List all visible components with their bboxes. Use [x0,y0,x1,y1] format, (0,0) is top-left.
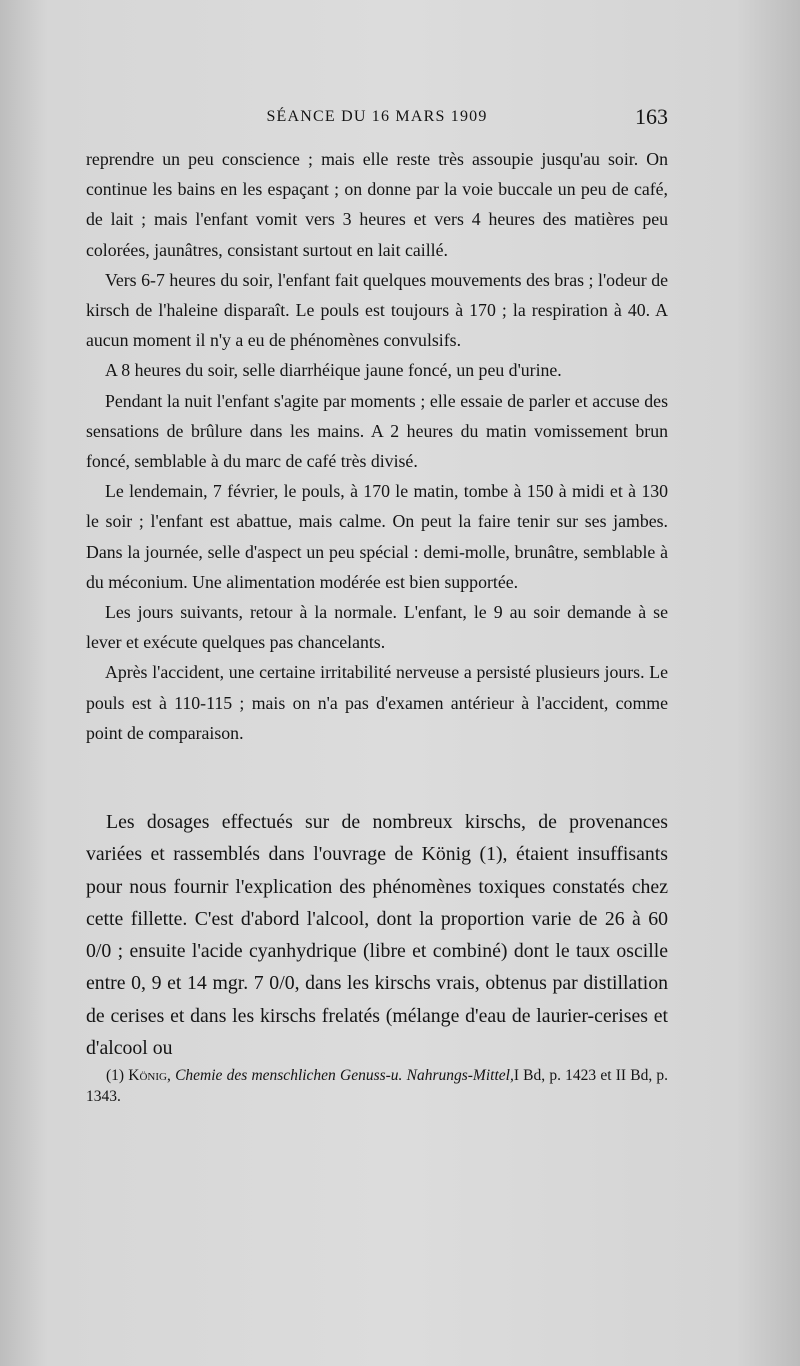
paragraph: Vers 6-7 heures du soir, l'enfant fait quelques mouvements des bras ; l'odeur de kirsch de l'haleine disparaît. Le pouls est toujours à 170 ; la respiration à 40. A aucun moment il n'y a eu de phénomènes convulsifs. [86,269,668,351]
footnote-reference: I Bd, p. 1423 et II Bd, p. 1343. [86,1067,669,1105]
paragraph: Les dosages effectués sur de nombreux kirschs, de provenances variées et rassemblés dans l'ouvrage de König (1), étaient insuffisants pour nous fournir l'explication des phénomènes toxiques constatés chez cette fillette. C'est d'abord l'alcool, dont la proportion varie de 26 à 60 0/0 ; ensuite l'acide cyanhydrique (libre et combiné) dont le taux oscille entre 0, 9 et 14 mgr. 7 0/0, dans les kirschs vrais, obtenus par distillation de cerises et dans les kirschs frelatés (mélange d'eau de laurier-cerises et d'alcool ou [86,811,668,1060]
page-number: 163 [635,104,668,129]
paragraph: Pendant la nuit l'enfant s'agite par moments ; elle essaie de parler et accuse des sensations de brûlure dans les mains. A 2 heures du matin vomissement brun foncé, semblable à du marc de café très divisé. [86,390,668,472]
paragraph: Le lendemain, 7 février, le pouls, à 170 le matin, tombe à 150 à midi et à 130 le soir ; l'enfant est abattue, mais calme. On peut la faire tenir sur ses jambes. Dans la journée, selle d'aspect un peu spécial : demi-molle, brunâtre, semblable à du méconium. Une alimentation modérée est bien supportée. [86,481,668,592]
main-discussion [86,806,668,1064]
running-head: SÉANCE DU 16 MARS 1909 [266,108,488,125]
footnote-text [86,1065,668,1107]
paragraph: A 8 heures du soir, selle diarrhéique jaune foncé, un peu d'urine. [105,360,562,381]
page-header [86,104,668,138]
footnote-marker: (1) [106,1067,125,1084]
paragraph: Après l'accident, une certaine irritabilité nerveuse a persisté plusieurs jours. Le pouls est à 110-115 ; mais on n'a pas d'examen antérieur à l'accident, comme point de comparaison. [86,662,668,743]
paragraph: Les jours suivants, retour à la normale. L'enfant, le 9 au soir demande à se lever et exécute quelques pas chancelants. [86,602,668,653]
paragraph: reprendre un peu conscience ; mais elle reste très assoupie jusqu'au soir. On continue les bains en les espaçant ; on donne par la voie buccale un peu de café, de lait ; mais l'enfant vomit vers 3 heures et vers 4 heures des matières peu colorées, jaunâtres, consistant surtout en lait caillé. [86,149,668,260]
footnote-author: König, [128,1067,171,1084]
footnote [86,1065,668,1107]
body-text [86,144,668,748]
footnote-title: Chemie des menschlichen Genuss-u. Nahrungs-Mittel, [175,1067,514,1084]
